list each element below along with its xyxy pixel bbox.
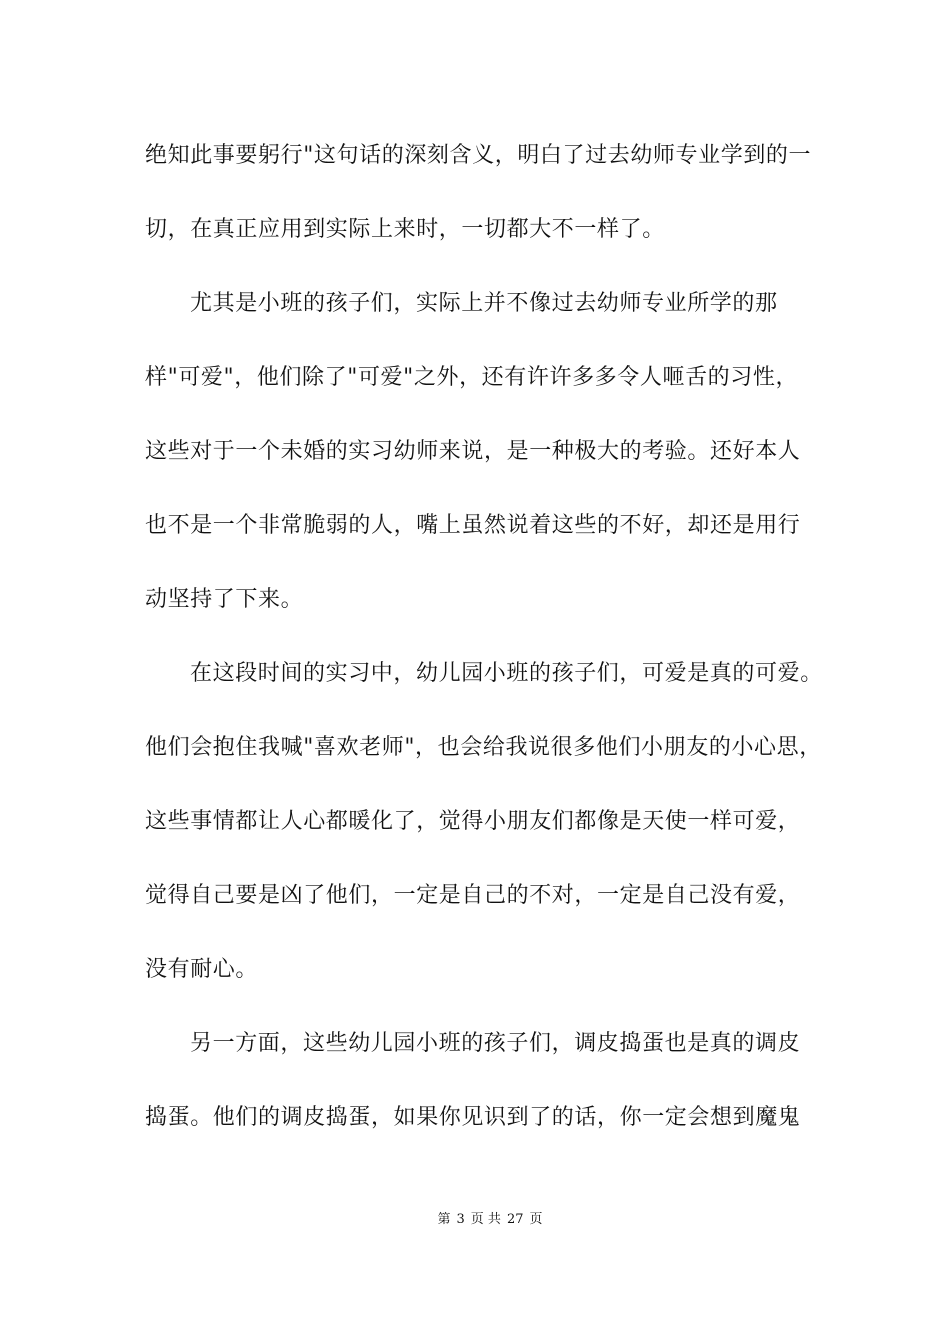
text-line: 绝知此事要躬行"这句话的深刻含义，明白了过去幼师专业学到的一 (145, 143, 812, 168)
text-line: 样"可爱"，他们除了"可爱"之外，还有许许多多令人咂舌的习性， (145, 365, 799, 390)
footer-prefix: 第 (437, 1212, 451, 1227)
text-line: 另一方面，这些幼儿园小班的孩子们，调皮捣蛋也是真的调皮 (190, 1031, 801, 1056)
page-number: 3 (456, 1212, 465, 1227)
footer-middle: 页 共 (470, 1212, 501, 1227)
text-line: 这些对于一个未婚的实习幼师来说，是一种极大的考验。还好本人 (145, 439, 801, 464)
text-line: 捣蛋。他们的调皮捣蛋，如果你见识到了的话，你一定会想到魔鬼 (145, 1105, 801, 1130)
text-line: 动坚持了下来。 (145, 587, 304, 612)
page-footer (0, 1208, 950, 1227)
text-line: 觉得自己要是凶了他们，一定是自己的不对，一定是自己没有爱， (145, 883, 801, 908)
text-line: 切，在真正应用到实际上来时，一切都大不一样了。 (145, 217, 665, 242)
text-line: 也不是一个非常脆弱的人，嘴上虽然说着这些的不好，却还是用行 (145, 513, 801, 538)
text-line: 在这段时间的实习中，幼儿园小班的孩子们，可爱是真的可爱。 (190, 661, 823, 686)
text-line: 尤其是小班的孩子们，实际上并不像过去幼师专业所学的那 (190, 291, 778, 316)
text-line: 这些事情都让人心都暖化了，觉得小朋友们都像是天使一样可爱， (145, 809, 801, 834)
footer-suffix: 页 (529, 1212, 543, 1227)
total-pages: 27 (506, 1212, 524, 1227)
text-line: 他们会抱住我喊"喜欢老师"，也会给我说很多他们小朋友的小心思， (145, 735, 822, 760)
text-line: 没有耐心。 (145, 957, 259, 982)
